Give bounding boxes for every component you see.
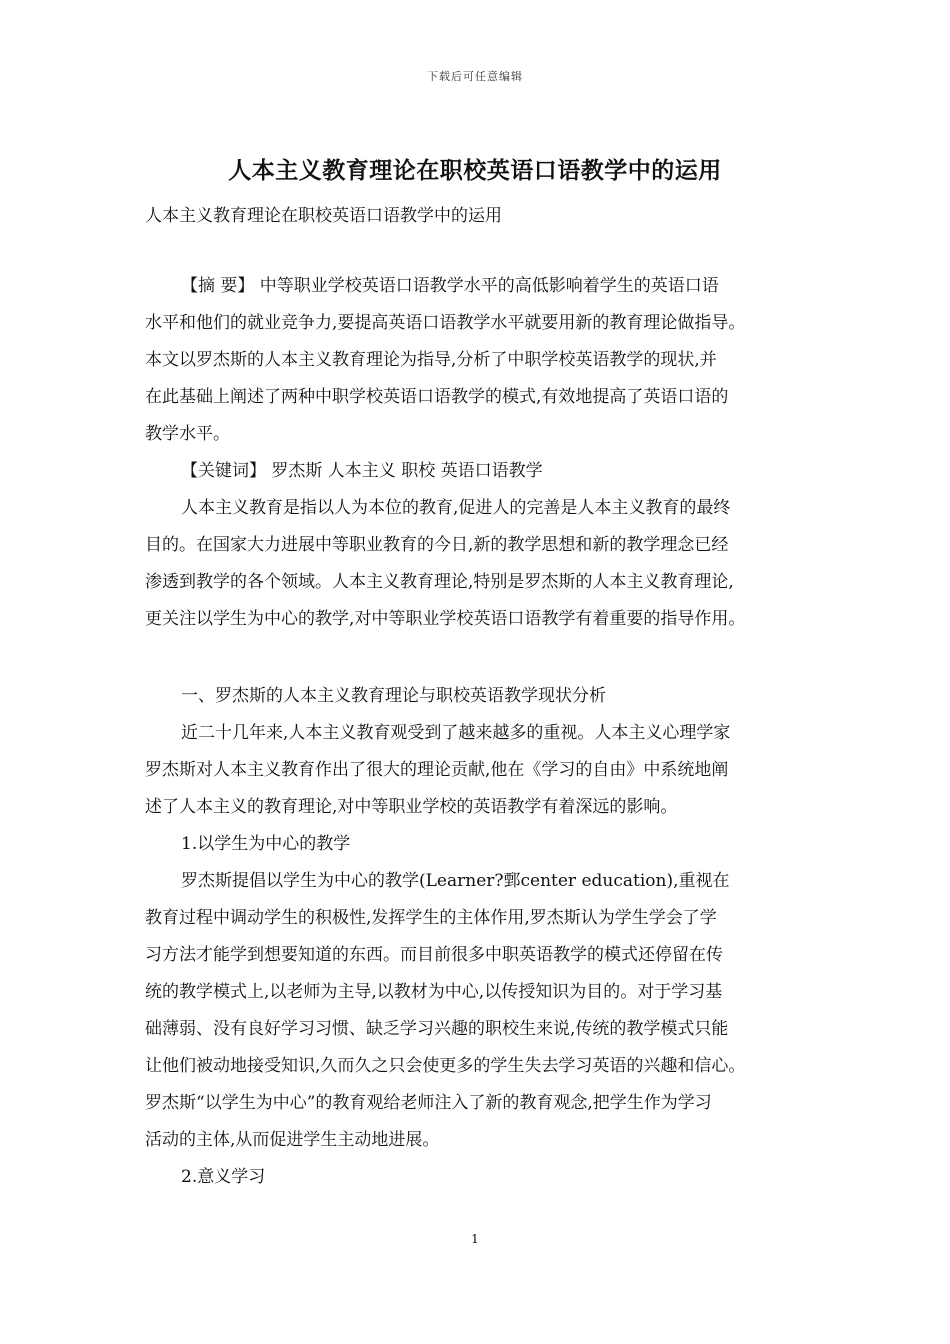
abstract-line: 水平和他们的就业竞争力,要提高英语口语教学水平就要用新的教育理论做指导。 <box>145 313 746 333</box>
subsection-paragraph-line: 罗杰斯提倡以学生为中心的教学(Learner?鄄center education),重视在 <box>181 871 730 891</box>
abstract-line: 在此基础上阐述了两种中职学校英语口语教学的模式,有效地提高了英语口语的 <box>145 387 729 407</box>
subsection-paragraph-line: 教育过程中调动学生的积极性,发挥学生的主体作用,罗杰斯认为学生学会了学 <box>145 908 717 928</box>
section-heading: 一、罗杰斯的人本主义教育理论与职校英语教学现状分析 <box>181 686 606 706</box>
subsection-paragraph-line: 活动的主体,从而促进学生主动地进展。 <box>145 1130 440 1150</box>
keywords: 【关键词】 罗杰斯 人本主义 职校 英语口语教学 <box>181 461 543 481</box>
subsection-paragraph-line: 习方法才能学到想要知道的东西。而目前很多中职英语教学的模式还停留在传 <box>145 945 723 965</box>
subsection-paragraph-line: 础薄弱、没有良好学习习惯、缺乏学习兴趣的职校生来说,传统的教学模式只能 <box>145 1019 729 1039</box>
abstract <box>145 268 825 638</box>
intro-line: 渗透到教学的各个领域。人本主义教育理论,特别是罗杰斯的人本主义教育理论, <box>145 572 734 592</box>
section-paragraph-line: 述了人本主义的教育理论,对中等职业学校的英语教学有着深远的影响。 <box>145 797 678 817</box>
intro-line: 更关注以学生为中心的教学,对中等职业学校英语口语教学有着重要的指导作用。 <box>145 609 746 629</box>
subsection-paragraph-line: 统的教学模式上,以老师为主导,以教材为中心,以传授知识为目的。对于学习基 <box>145 982 723 1002</box>
intro-line: 人本主义教育是指以人为本位的教育,促进人的完善是人本主义教育的最终 <box>181 498 731 518</box>
section-1 <box>145 678 825 1196</box>
page-number: 1 <box>471 1232 479 1246</box>
subsection-heading: 1.以学生为中心的教学 <box>181 834 351 854</box>
subsection-heading: 2.意义学习 <box>181 1167 266 1187</box>
subsection-paragraph-line: 罗杰斯“以学生为中心”的教育观给老师注入了新的教育观念,把学生作为学习 <box>145 1093 712 1113</box>
intro-line: 目的。在国家大力进展中等职业教育的今日,新的教学思想和新的教学理念已经 <box>145 535 729 555</box>
abstract-line: 【摘 要】 中等职业学校英语口语教学水平的高低影响着学生的英语口语 <box>181 276 719 296</box>
abstract-line: 本文以罗杰斯的人本主义教育理论为指导,分析了中职学校英语教学的现状,并 <box>145 350 717 370</box>
document-title: 人本主义教育理论在职校英语口语教学中的运用 <box>228 157 722 184</box>
section-paragraph-line: 罗杰斯对人本主义教育作出了很大的理论贡献,他在《学习的自由》中系统地阐 <box>145 760 729 780</box>
subsection-paragraph-line: 让他们被动地接受知识,久而久之只会使更多的学生失去学习英语的兴趣和信心。 <box>145 1056 746 1076</box>
page-header-note: 下载后可任意编辑 <box>427 70 523 83</box>
section-paragraph-line: 近二十几年来,人本主义教育观受到了越来越多的重视。人本主义心理学家 <box>181 723 731 743</box>
document-subtitle: 人本主义教育理论在职校英语口语教学中的运用 <box>145 206 502 226</box>
abstract-line: 教学水平。 <box>145 424 230 444</box>
